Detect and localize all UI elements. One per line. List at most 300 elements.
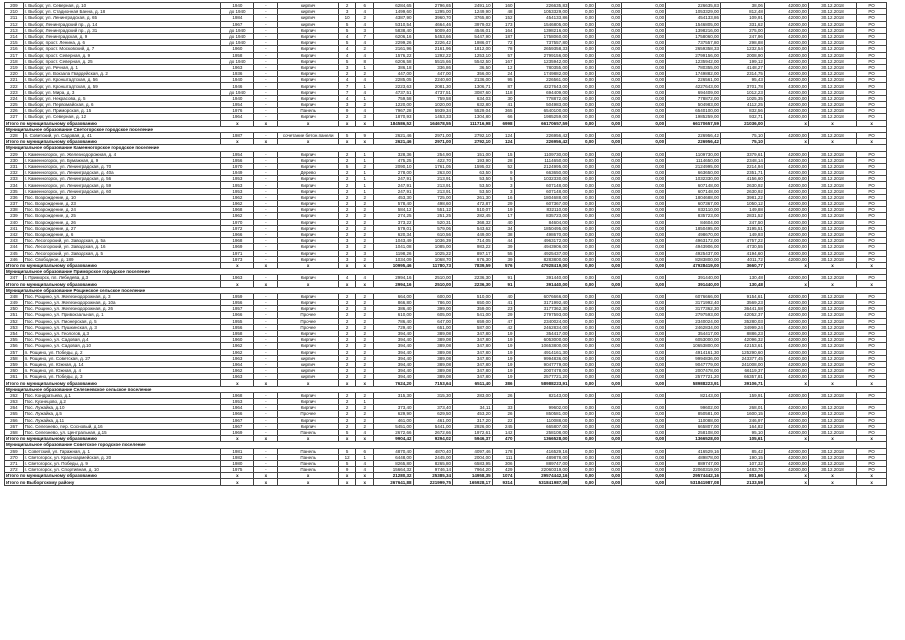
table-cell: 1 [356, 64, 374, 70]
table-cell: РО [857, 95, 887, 101]
table-cell: 3 [356, 114, 374, 120]
table-cell: 394,40 [374, 374, 414, 380]
table-cell: - [254, 417, 278, 423]
table-cell: 12 [492, 64, 514, 70]
table-cell: 42000,00 [764, 151, 808, 157]
table-cell: 2491,10 [453, 3, 493, 9]
table-cell: 1953 [221, 399, 254, 405]
table-cell: 0,00 [595, 40, 621, 46]
table-cell: 42000,00 [764, 157, 808, 163]
table-cell: 2 [356, 71, 374, 77]
address-cell: Пос. Лесогорский, ул. Заводская, д. 5 [23, 250, 221, 256]
address-cell: г. Выборг, Ленинградский пр., д. 14 [23, 21, 221, 27]
table-cell: 269 [5, 448, 24, 454]
table-cell: 422,70 [413, 157, 453, 163]
table-cell: 663650,00 [666, 170, 721, 176]
table-cell: 42000,00 [764, 275, 808, 281]
table-cell: 0,00 [569, 114, 595, 120]
table-cell: 389,08 [413, 330, 453, 336]
table-cell: 3195,51 [721, 225, 765, 231]
table-cell: 331,62 [721, 21, 765, 27]
table-cell: 245 [492, 423, 514, 429]
table-cell: 0,00 [622, 194, 666, 200]
table-cell: 0,00 [569, 21, 595, 27]
table-cell: 5447,90 [453, 33, 493, 39]
table-cell: 1953 [221, 176, 254, 182]
table-cell: до 1940 [221, 33, 254, 39]
table-cell: 109,91 [721, 15, 765, 21]
total-cell: х [808, 436, 856, 442]
table-cell: 725,00 [413, 194, 453, 200]
total-cell: 576 [492, 262, 514, 268]
table-cell: 0,00 [622, 58, 666, 64]
table-cell: 0,00 [595, 392, 621, 398]
table-cell: 42000,00 [764, 330, 808, 336]
table-cell: 130,48 [721, 275, 765, 281]
table-cell: 2 [338, 188, 356, 194]
table-cell: 0,00 [569, 392, 595, 398]
table-cell: - [254, 89, 278, 95]
table-cell: 38,06 [721, 3, 765, 9]
table-cell: 4 [338, 95, 356, 101]
table-cell: 9 [492, 170, 514, 176]
table-cell: Кирпич [278, 293, 338, 299]
total-cell: х [254, 380, 278, 386]
table-cell: 832110,00 [666, 207, 721, 213]
table-cell: 283,00 [453, 392, 493, 398]
table-cell: 866,80 [374, 300, 414, 306]
table-cell: 298,88 [721, 40, 765, 46]
table-cell: 260 [5, 368, 24, 374]
table-cell: 632,80 [453, 102, 493, 108]
address-cell: г. Выборг, ул. Некрасова, д. 5 [23, 95, 221, 101]
table-cell: 0,00 [595, 448, 621, 454]
table-cell: Кирпич [278, 182, 338, 188]
table-cell: 30.12.2018 [808, 71, 856, 77]
address-cell: Пос. Рощино, ул. Железнодорожная, д. 10а [23, 300, 221, 306]
table-cell: 1034,09 [374, 256, 414, 262]
table-cell: Кирпич [278, 207, 338, 213]
table-cell: 1109730,00 [666, 151, 721, 157]
table-cell: 0,00 [595, 293, 621, 299]
table-cell: 498670,00 [514, 231, 569, 237]
table-cell: 3765,80 [453, 15, 493, 21]
table-cell: 2 [356, 163, 374, 169]
table-cell: 5939,34 [413, 108, 453, 114]
table-cell: 210 [5, 9, 24, 15]
table-cell: 3 [356, 306, 374, 312]
table-cell: 1235942,00 [514, 58, 569, 64]
table-cell: 0,00 [569, 176, 595, 182]
table-cell: РО [857, 3, 887, 9]
table-cell: 187 [492, 33, 514, 39]
table-cell: 1758060,00 [666, 33, 721, 39]
table-cell: 30.12.2018 [808, 250, 856, 256]
table-cell: 238 [5, 207, 24, 213]
table-cell: 0,00 [569, 238, 595, 244]
total-cell: 531841987,08 [666, 479, 721, 485]
total-cell: х [254, 436, 278, 442]
table-cell: 510,00 [453, 293, 493, 299]
table-cell: 42000,00 [764, 312, 808, 318]
table-cell: 6206,16 [374, 33, 414, 39]
table-cell: 0,00 [595, 27, 621, 33]
table-cell: 0,00 [569, 349, 595, 355]
table-cell: 587,00 [453, 324, 493, 330]
table-cell: 16 [492, 194, 514, 200]
table-cell: 246,97 [721, 417, 765, 423]
table-cell: 237 [5, 201, 24, 207]
table-cell: 0,00 [595, 207, 621, 213]
table-cell: 85,42 [721, 448, 765, 454]
table-cell: 0,00 [569, 411, 595, 417]
table-cell: 95,10 [721, 429, 765, 435]
table-cell: 0,00 [622, 201, 666, 207]
table-cell: 0,00 [595, 231, 621, 237]
table-cell: 1962 [221, 368, 254, 374]
table-cell: 0,00 [569, 374, 595, 380]
table-cell: 264 [5, 405, 24, 411]
table-cell: 778872,00 [666, 95, 721, 101]
table-cell: 2161,96 [413, 46, 453, 52]
table-cell: 149,93 [721, 231, 765, 237]
table-cell: РО [857, 337, 887, 343]
table-cell: 0,00 [569, 312, 595, 318]
table-cell: 2 [338, 194, 356, 200]
table-cell: РО [857, 454, 887, 460]
table-cell: 2 [356, 219, 374, 225]
table-cell: 30.12.2018 [808, 349, 856, 355]
table-cell: 2 [356, 423, 374, 429]
table-cell: 2971,00 [413, 132, 453, 138]
table-cell: 1980 [221, 460, 254, 466]
total-cell: х [278, 436, 338, 442]
table-cell: 266 [5, 417, 24, 423]
table-cell: 36441,58 [721, 306, 765, 312]
table-cell: РО [857, 256, 887, 262]
address-cell: п. Рощино, ул. Победы, д. 2 [23, 349, 221, 355]
table-cell: 30.12.2018 [808, 467, 856, 473]
table-cell: кирпич [278, 15, 338, 21]
table-cell: 578,40 [374, 201, 414, 207]
table-cell: 268,01 [721, 405, 765, 411]
table-cell: 19 [492, 374, 514, 380]
table-cell: 2007478,00 [666, 368, 721, 374]
table-cell: 4097,46 [453, 448, 493, 454]
table-cell: 8265,80 [413, 460, 453, 466]
table-cell: 0,00 [595, 368, 621, 374]
table-cell: РО [857, 102, 887, 108]
table-cell: 4757,22 [721, 238, 765, 244]
table-cell: 1936 [221, 71, 254, 77]
table-cell: 110088,00 [514, 417, 569, 423]
total-cell: 7153,64 [413, 380, 453, 386]
table-cell: 30.12.2018 [808, 64, 856, 70]
table-cell: 1804688,00 [666, 194, 721, 200]
table-cell: 328,36 [374, 151, 414, 157]
table-cell: 3 [356, 250, 374, 256]
table-cell: 2351,71 [721, 170, 765, 176]
table-cell: 236 [5, 194, 24, 200]
table-cell: 2621,46 [374, 132, 414, 138]
table-cell: 1 [356, 95, 374, 101]
table-cell: 1 [356, 188, 374, 194]
table-cell: 0,00 [595, 77, 621, 83]
address-cell: г. Каменногорск, ул. Бумажная, д. 9 [23, 157, 221, 163]
table-cell: РО [857, 306, 887, 312]
table-cell: 0,00 [622, 337, 666, 343]
table-cell: 812,48 [721, 9, 765, 15]
table-cell: 1114650,00 [514, 157, 569, 163]
table-cell: 10653800,00 [666, 343, 721, 349]
table-cell: 0,00 [569, 225, 595, 231]
table-cell: 759,58 [374, 95, 414, 101]
table-cell: 5 [338, 163, 356, 169]
table-cell: 34,11 [453, 405, 493, 411]
table-cell: 786,00 [413, 300, 453, 306]
table-cell: 228 [5, 132, 24, 138]
table-cell: кирпич [278, 361, 338, 367]
table-cell: 1025,35 [721, 95, 765, 101]
table-cell: Кирпич [278, 157, 338, 163]
table-cell: 2124995,00 [666, 163, 721, 169]
table-cell: 0,00 [622, 102, 666, 108]
total-cell: 1366528,00 [514, 436, 569, 442]
address-cell: Пос. Кузнецово, д.2 [23, 399, 221, 405]
table-cell: 1041,08 [374, 244, 414, 250]
table-cell: Кирпич [278, 58, 338, 64]
table-cell: 2 [356, 374, 374, 380]
table-cell: - [254, 95, 278, 101]
table-cell: 1963 [221, 355, 254, 361]
table-cell: 2510,00 [413, 275, 453, 281]
total-cell: х [221, 380, 254, 386]
table-cell: 2 [356, 405, 374, 411]
table-cell: 3 [492, 188, 514, 194]
table-cell: 2 [338, 349, 356, 355]
table-cell: 665807,00 [666, 423, 721, 429]
table-cell: 579,01 [374, 225, 414, 231]
table-cell: 1295,00 [413, 9, 453, 15]
table-cell: Прочее [278, 318, 338, 324]
total-cell: 0,00 [622, 436, 666, 442]
table-cell: 42000,00 [764, 40, 808, 46]
table-cell: 8265,80 [374, 460, 414, 466]
table-cell: 42000,00 [764, 194, 808, 200]
table-cell: 1 [356, 399, 374, 405]
table-cell: 30.12.2018 [808, 194, 856, 200]
table-cell: 40 [492, 219, 514, 225]
table-cell: 347,80 [453, 349, 493, 355]
total-cell: 25385,34 [413, 473, 453, 479]
table-cell: 1968 [221, 392, 254, 398]
table-cell: 251 [5, 312, 24, 318]
table-cell: 240 [5, 219, 24, 225]
table-cell: 3 [338, 244, 356, 250]
table-cell: 1956 [221, 157, 254, 163]
table-cell: 3171992,40 [514, 300, 569, 306]
table-cell: 30.12.2018 [808, 337, 856, 343]
table-cell: РО [857, 300, 887, 306]
total-cell: 0,00 [569, 262, 595, 268]
table-cell: 0,00 [622, 40, 666, 46]
table-cell: 4925437,00 [666, 250, 721, 256]
table-cell: 0,00 [622, 460, 666, 466]
table-cell: 9 [338, 108, 356, 114]
table-cell: 0,00 [569, 182, 595, 188]
total-cell: х [278, 120, 338, 126]
total-cell: х [338, 479, 356, 485]
table-cell: 0,00 [622, 108, 666, 114]
table-cell: 3 [492, 182, 514, 188]
table-cell: 250 [5, 306, 24, 312]
table-cell: 0,00 [595, 275, 621, 281]
table-cell: РО [857, 170, 887, 176]
table-cell: РО [857, 27, 887, 33]
table-cell: РО [857, 21, 887, 27]
total-cell: х [338, 281, 356, 287]
table-cell: 714,05 [453, 238, 493, 244]
table-cell: 2 [338, 300, 356, 306]
table-cell: 0,00 [622, 225, 666, 231]
table-cell: 8886,23 [721, 330, 765, 336]
table-cell: 2 [338, 324, 356, 330]
table-cell: 0,00 [622, 318, 666, 324]
table-cell: 0,00 [595, 89, 621, 95]
address-cell: г. Выборг, ул. Кронштадтская, д. 59 [23, 83, 221, 89]
total-cell: х [338, 436, 356, 442]
address-cell: Пос. Рощино, ул. Железнодорожная, д. 3 [23, 293, 221, 299]
table-cell: 1053329,00 [666, 9, 721, 15]
table-cell: 247,96 [721, 33, 765, 39]
table-cell: 0,00 [569, 361, 595, 367]
table-cell: 255 [5, 337, 24, 343]
total-cell: х [221, 262, 254, 268]
table-cell: РО [857, 89, 887, 95]
table-cell: 40 [492, 293, 514, 299]
table-cell: РО [857, 330, 887, 336]
table-cell: 243377,45 [721, 355, 765, 361]
table-cell: 30.12.2018 [808, 312, 856, 318]
table-cell: 0,00 [569, 52, 595, 58]
table-cell: 4737,51 [413, 89, 453, 95]
address-cell: Пос. Возрождение, д. 10 [23, 194, 221, 200]
table-cell: 6 [356, 448, 374, 454]
table-cell: 0,00 [595, 355, 621, 361]
table-cell: 6583,95 [453, 460, 493, 466]
table-cell: 0,00 [622, 213, 666, 219]
section-title: Муниципальное образование Рощинское сельское поселение [5, 287, 887, 293]
total-cell: 124 [492, 139, 514, 145]
table-cell: 212 [5, 21, 24, 27]
total-cell: х [254, 120, 278, 126]
address-cell: Пос. Рощино, ул. Пионерская, д. 5 [23, 318, 221, 324]
table-cell: - [254, 343, 278, 349]
table-cell: Кирпич [278, 349, 338, 355]
table-cell: 0,00 [622, 312, 666, 318]
total-cell: 5946,37 [453, 436, 493, 442]
table-cell: 389,08 [413, 349, 453, 355]
table-cell: 449,00 [453, 231, 493, 237]
table-cell: кирпич [278, 9, 338, 15]
table-cell: 2 [338, 417, 356, 423]
table-cell: 2 [338, 3, 356, 9]
table-cell: 1453,33 [413, 114, 453, 120]
table-cell: 0,00 [569, 89, 595, 95]
address-cell: г. Советский, ул. Гаражная, д. 1 [23, 448, 221, 454]
total-cell: 7839,59 [453, 262, 493, 268]
table-body [5, 3, 887, 486]
table-cell: 107,32 [721, 460, 765, 466]
table-cell: 2 [338, 293, 356, 299]
table-cell: 651,00 [413, 324, 453, 330]
address-cell: г. Выборг, прост. Северная, д. 9 [23, 52, 221, 58]
table-cell: 1 [356, 454, 374, 460]
table-cell: 0,00 [595, 46, 621, 52]
table-cell: 28 [492, 157, 514, 163]
table-cell: 42000,00 [764, 337, 808, 343]
table-cell: 504983,00 [666, 102, 721, 108]
table-cell: 1960 [221, 46, 254, 52]
table-cell: 247,91 [374, 182, 414, 188]
table-cell: 1964 [221, 114, 254, 120]
total-cell: 184586,52 [374, 120, 414, 126]
table-cell: 254 [5, 330, 24, 336]
table-cell: 607148,00 [514, 182, 569, 188]
table-cell: 0,00 [595, 405, 621, 411]
total-cell: х [278, 479, 338, 485]
total-cell: 0,00 [569, 380, 595, 386]
table-cell: 226956,42 [666, 132, 721, 138]
table-cell: 4870,40 [374, 448, 414, 454]
table-cell: 29 [492, 312, 514, 318]
table-cell: 0,00 [595, 170, 621, 176]
total-cell: 0,00 [595, 262, 621, 268]
table-cell: 780355,00 [514, 64, 569, 70]
table-cell: 42000,00 [764, 411, 808, 417]
section-title: Муниципальное образование Селезневское сельское поселение [5, 386, 887, 392]
table-cell: 607367,00 [514, 201, 569, 207]
total-cell: х [764, 139, 808, 145]
table-cell: 244 [5, 244, 24, 250]
table-cell: 0,00 [595, 324, 621, 330]
total-cell: х [857, 139, 887, 145]
table-cell: 5542,50 [453, 58, 493, 64]
total-cell: 0,00 [622, 281, 666, 287]
table-cell: 42000,00 [764, 58, 808, 64]
table-cell: 0,00 [595, 157, 621, 163]
table-cell: - [254, 411, 278, 417]
table-cell: РО [857, 324, 887, 330]
table-cell: 2796,65 [413, 3, 453, 9]
total-label: Итого по Выборгскому району [5, 479, 221, 485]
table-cell: Кирпич [278, 52, 338, 58]
total-cell: 0,00 [595, 436, 621, 442]
table-cell: 4963172,00 [666, 238, 721, 244]
table-cell: РО [857, 361, 887, 367]
table-cell: - [254, 194, 278, 200]
total-cell: 111716,98 [453, 120, 493, 126]
table-cell: 91 [492, 275, 514, 281]
table-cell: - [254, 132, 278, 138]
table-cell: 41 [492, 102, 514, 108]
table-cell: 0,00 [595, 21, 621, 27]
table-cell: 213,91 [413, 188, 453, 194]
table-cell: 0,00 [622, 293, 666, 299]
total-cell: 9904,42 [374, 436, 414, 442]
table-cell: 4664,46 [413, 21, 453, 27]
table-cell: 42000,00 [764, 102, 808, 108]
